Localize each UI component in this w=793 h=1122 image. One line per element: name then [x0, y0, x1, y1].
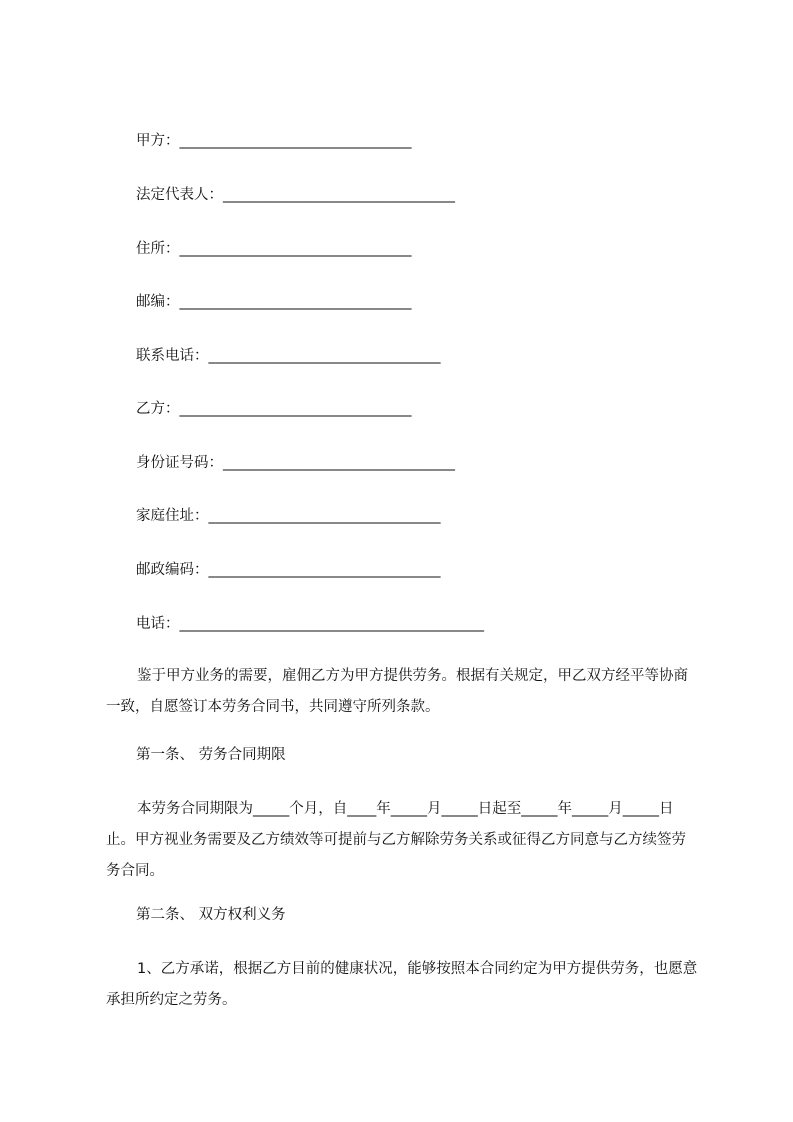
field-party-b: 乙方：________________________________: [136, 401, 412, 417]
field-phone: 电话：__________________________________________: [136, 616, 484, 632]
field-postcode: 邮编：________________________________: [136, 294, 412, 310]
article-1-body: 本劳务合同期限为_____个月，自____年_____月_____日起至_____年_____月_____日止。甲方视业务需要及乙方绩效等可提前与乙方解除劳务关系或征得乙方同意与乙方续签劳务合同。: [106, 801, 686, 879]
field-legal-representative: 法定代表人：________________________________: [136, 187, 455, 203]
field-address: 住所：________________________________: [136, 241, 412, 257]
field-id-number: 身份证号码：________________________________: [136, 455, 455, 471]
article-1-heading: 第一条、 劳务合同期限: [136, 747, 286, 763]
field-postal-code: 邮政编码：________________________________: [136, 562, 441, 578]
article-2-item-1: 1、乙方承诺，根据乙方目前的健康状况，能够按照本合同约定为甲方提供劳务，也愿意承担所约定之劳务。: [106, 961, 698, 1008]
intro-paragraph: 鉴于甲方业务的需要，雇佣乙方为甲方提供劳务。根据有关规定，甲乙双方经平等协商一致，自愿签订本劳务合同书，共同遵守所列条款。: [106, 668, 688, 715]
field-home-address: 家庭住址：________________________________: [136, 508, 441, 524]
field-party-a: 甲方：________________________________: [136, 133, 412, 149]
field-contact-phone: 联系电话：________________________________: [136, 348, 441, 364]
article-2-heading: 第二条、 双方权利义务: [136, 907, 286, 923]
